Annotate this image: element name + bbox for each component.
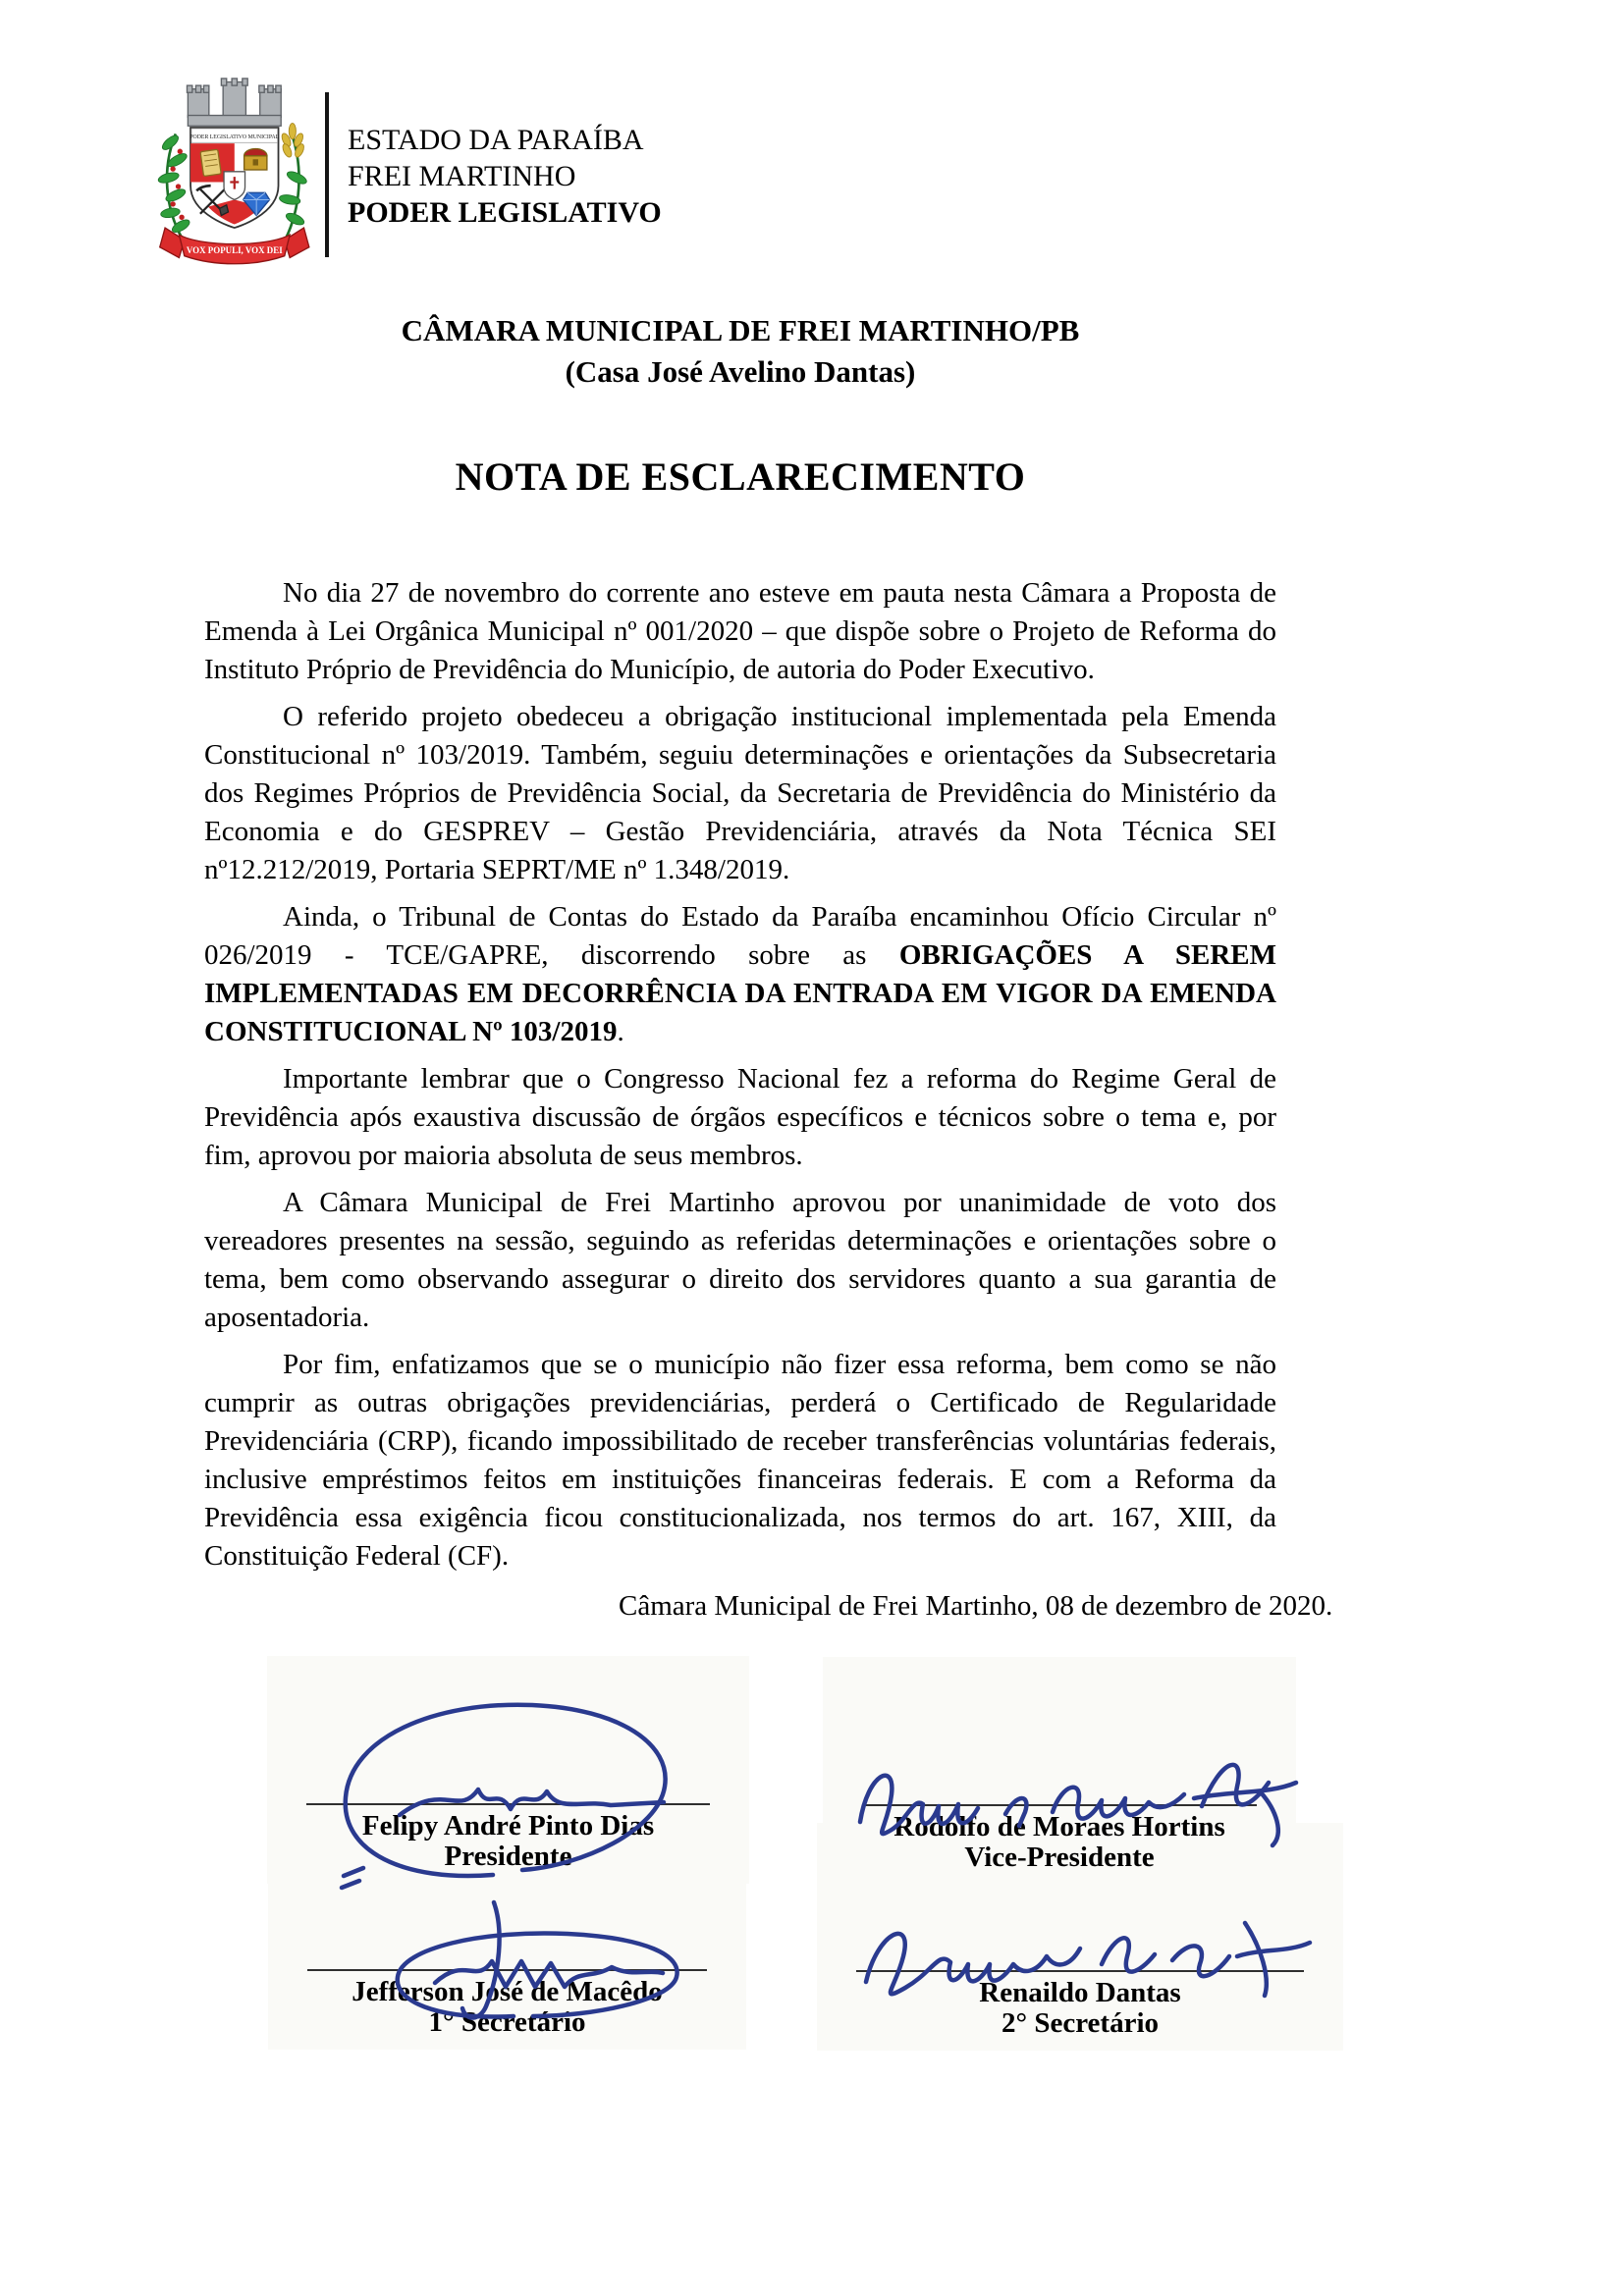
- signatory-role: 2° Secretário: [1001, 2007, 1160, 2039]
- header-divider: [325, 92, 329, 257]
- date-line: Câmara Municipal de Frei Martinho, 08 de dezembro de 2020.: [619, 1590, 1333, 1622]
- signature-president-image: [287, 1683, 699, 1890]
- crest-chest-icon: [244, 149, 267, 170]
- signatory-role: Vice-Presidente: [964, 1842, 1155, 1873]
- crest-right-wheat: [279, 124, 308, 240]
- letterhead-municipality: FREI MARTINHO: [348, 160, 576, 192]
- letterhead-branch: PODER LEGISLATIVO: [348, 196, 662, 229]
- crest-left-branch: [157, 133, 191, 240]
- signature-block-president: [306, 1803, 710, 1872]
- crest-center-escutcheon: [224, 172, 244, 200]
- municipal-coat-of-arms: [149, 71, 316, 269]
- signature-vice-president-image: [848, 1743, 1300, 1861]
- signatory-role: Presidente: [444, 1841, 572, 1872]
- signatory-name: Renaildo Dantas: [979, 1977, 1181, 2008]
- signature-block-second-secretary: [856, 1970, 1304, 2039]
- signatory-role: 1° Secretário: [428, 2006, 586, 2038]
- org-title-line2: (Casa José Avelino Dantas): [565, 354, 916, 389]
- signatory-name: Jefferson José de Macêdo: [352, 1976, 663, 2007]
- org-title-line1: CÂMARA MUNICIPAL DE FREI MARTINHO/PB: [401, 313, 1080, 347]
- crest-shield: [189, 128, 279, 228]
- signature-first-secretary-image: [317, 1891, 710, 2038]
- signatory-name: Felipy André Pinto Dias: [361, 1810, 655, 1842]
- crest-motto: VOX POPULI, VOX DEI: [186, 245, 283, 255]
- page-title: NOTA DE ESCLARECIMENTO: [455, 454, 1026, 499]
- signature-second-secretary-image: [848, 1913, 1320, 2021]
- signatory-name: Rodolfo de Moraes Hortins: [893, 1811, 1225, 1842]
- letterhead: [348, 122, 662, 231]
- crest-castle-crown: [187, 79, 281, 126]
- org-title: [204, 310, 1276, 393]
- paragraph: Ainda, o Tribunal de Contas do Estado da Paraíba encaminhou Ofício Circular nº 026/2019 - TCE/GAPRE, discorrendo sobre as OBRIGAÇÕES A SEREM IMPLEMENTADAS EM DECORRÊNCIA DA ENTRADA EM VIGOR DA EMENDA CONSTITUCIONAL Nº 103/2019.: [204, 901, 1276, 1047]
- paragraph: Importante lembrar que o Congresso Nacional fez a reforma do Regime Geral de Previdência após exaustiva discussão de órgãos específicos e técnicos sobre o tema e, por fim, aprovou por maioria absoluta de seus membros.: [204, 1063, 1276, 1171]
- crest-scroll-icon: [200, 149, 221, 176]
- paragraph: A Câmara Municipal de Frei Martinho aprovou por unanimidade de voto dos vereadores presentes na sessão, seguindo as referidas determinações e orientações sobre o tema, bem como observando assegurar o direito dos servidores quanto a sua garantia de aposentadoria.: [204, 1187, 1276, 1333]
- paragraph: Por fim, enfatizamos que se o município não fizer essa reforma, bem como se não cumprir as outras obrigações previdenciárias, perderá o Certificado de Regularidade Previdenciária (CRP), ficando impossibilitado de receber transferências voluntárias federais, inclusive empréstimos feitos em instituições financeiras federais. E com a Reforma da Previdência essa exigência ficou constitucionalizada, nos termos do art. 167, XIII, da Constituição Federal (CF).: [204, 1349, 1276, 1572]
- signature-block-vice-president: [862, 1804, 1257, 1873]
- paragraph: No dia 27 de novembro do corrente ano esteve em pauta nesta Câmara a Proposta de Emenda à Lei Orgânica Municipal nº 001/2020 – que dispõe sobre o Projeto de Reforma do Instituto Próprio de Previdência do Município, de autoria do Poder Executivo.: [204, 577, 1276, 685]
- crest-top-label: PODER LEGISLATIVO MUNICIPAL: [189, 133, 280, 140]
- signature-block-first-secretary: [307, 1969, 707, 2038]
- body-paragraphs: [204, 574, 1276, 1584]
- letterhead-state: ESTADO DA PARAÍBA: [348, 124, 644, 156]
- paragraph: O referido projeto obedeceu a obrigação institucional implementada pela Emenda Constitucional nº 103/2019. Também, seguiu determinações e orientações da Subsecretaria dos Regimes Próprios de Previdência Social, da Secretaria de Previdência do Ministério da Economia e do GESPREV – Gestão Previdenciária, através da Nota Técnica SEI nº12.212/2019, Portaria SEPRT/ME nº 1.348/2019.: [204, 701, 1276, 885]
